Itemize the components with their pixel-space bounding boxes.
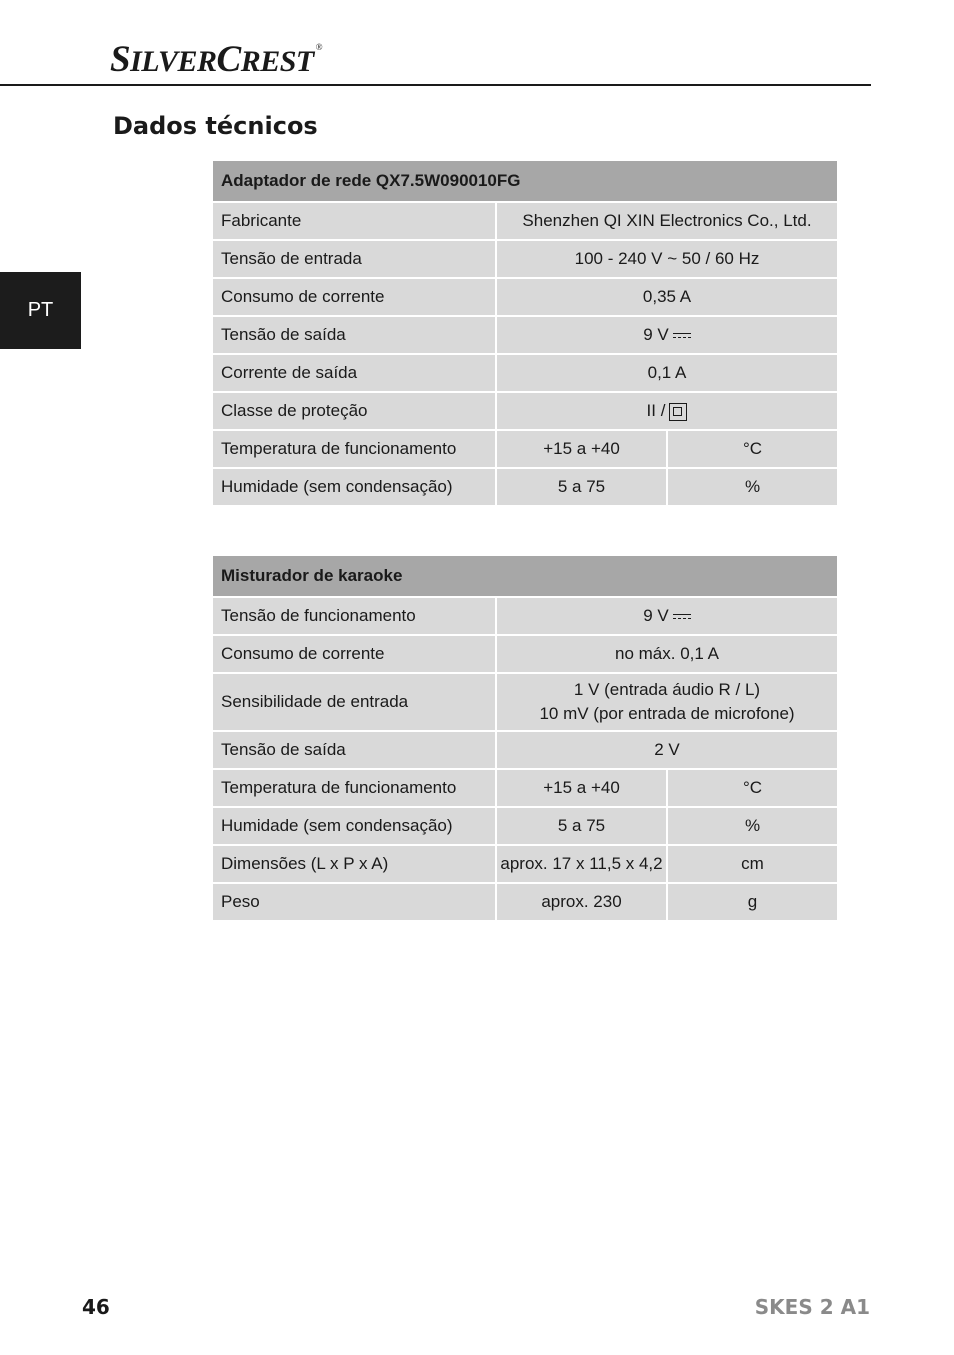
row-label: Peso (212, 883, 496, 921)
page-title: Dados técnicos (113, 112, 318, 140)
row-value: 10 mV (por entrada de microfone) (539, 704, 795, 723)
table-row (212, 240, 838, 278)
row-unit: % (667, 468, 838, 506)
table-row (212, 807, 838, 845)
logo-letter: S (110, 39, 131, 80)
logo-letter: C (216, 39, 241, 80)
table-row (212, 883, 838, 921)
row-value: II / (646, 401, 666, 420)
row-value: 1 V (entrada áudio R / L) (573, 680, 761, 699)
table-row (212, 468, 838, 506)
row-value: aprox. 17 x 11,5 x 4,2 (496, 845, 667, 883)
row-label: Humidade (sem condensação) (212, 807, 496, 845)
row-label: Sensibilidade de entrada (212, 673, 496, 731)
table-row (212, 731, 838, 769)
row-label: Dimensões (L x P x A) (212, 845, 496, 883)
table-row (212, 278, 838, 316)
protection-class-ii-icon (669, 403, 687, 421)
row-unit: cm (667, 845, 838, 883)
brand-logo (110, 38, 322, 81)
row-label: Consumo de corrente (212, 635, 496, 673)
table-row (212, 392, 838, 430)
language-tab: PT (0, 272, 81, 349)
table-row (212, 316, 838, 354)
page-number: 46 (82, 1295, 110, 1319)
table-row (212, 769, 838, 807)
row-label: Consumo de corrente (212, 278, 496, 316)
row-label: Humidade (sem condensação) (212, 468, 496, 506)
row-value: 9 V (643, 325, 669, 344)
table-row (212, 202, 838, 240)
row-label: Fabricante (212, 202, 496, 240)
row-value: 9 V (643, 606, 669, 625)
model-number: SKES 2 A1 (754, 1295, 870, 1319)
direct-current-icon (673, 333, 691, 339)
row-unit: °C (667, 430, 838, 468)
table-header-row (212, 160, 838, 202)
row-label: Tensão de entrada (212, 240, 496, 278)
row-value: 0,35 A (496, 278, 838, 316)
row-label: Classe de proteção (212, 392, 496, 430)
row-label: Corrente de saída (212, 354, 496, 392)
adapter-spec-table (211, 159, 839, 507)
row-value-cell (496, 673, 838, 731)
row-label: Tensão de saída (212, 316, 496, 354)
row-value: 2 V (496, 731, 838, 769)
row-value: aprox. 230 (496, 883, 667, 921)
row-value: no máx. 0,1 A (496, 635, 838, 673)
row-value: 100 - 240 V ~ 50 / 60 Hz (496, 240, 838, 278)
table-row (212, 430, 838, 468)
direct-current-icon (673, 614, 691, 620)
row-label: Tensão de funcionamento (212, 597, 496, 635)
table-header-row (212, 555, 838, 597)
row-value: 5 a 75 (496, 468, 667, 506)
row-unit: °C (667, 769, 838, 807)
row-unit: % (667, 807, 838, 845)
row-label: Tensão de saída (212, 731, 496, 769)
table-row (212, 597, 838, 635)
row-value-cell (496, 316, 838, 354)
mixer-table-title: Misturador de karaoke (212, 555, 838, 597)
table-row (212, 845, 838, 883)
row-value: +15 a +40 (496, 430, 667, 468)
row-unit: g (667, 883, 838, 921)
row-value: Shenzhen QI XIN Electronics Co., Ltd. (496, 202, 838, 240)
logo-text: ILVER (130, 45, 217, 78)
row-value: 5 a 75 (496, 807, 667, 845)
table-row (212, 354, 838, 392)
header-divider (0, 84, 871, 86)
row-value-cell (496, 597, 838, 635)
logo-text: REST (240, 45, 314, 78)
adapter-table-title: Adaptador de rede QX7.5W090010FG (212, 160, 838, 202)
row-label: Temperatura de funcionamento (212, 769, 496, 807)
row-value: 0,1 A (496, 354, 838, 392)
row-value-cell (496, 392, 838, 430)
row-value: +15 a +40 (496, 769, 667, 807)
registered-mark: ® (315, 42, 323, 52)
table-row (212, 635, 838, 673)
table-row (212, 673, 838, 731)
mixer-spec-table (211, 554, 839, 922)
row-label: Temperatura de funcionamento (212, 430, 496, 468)
